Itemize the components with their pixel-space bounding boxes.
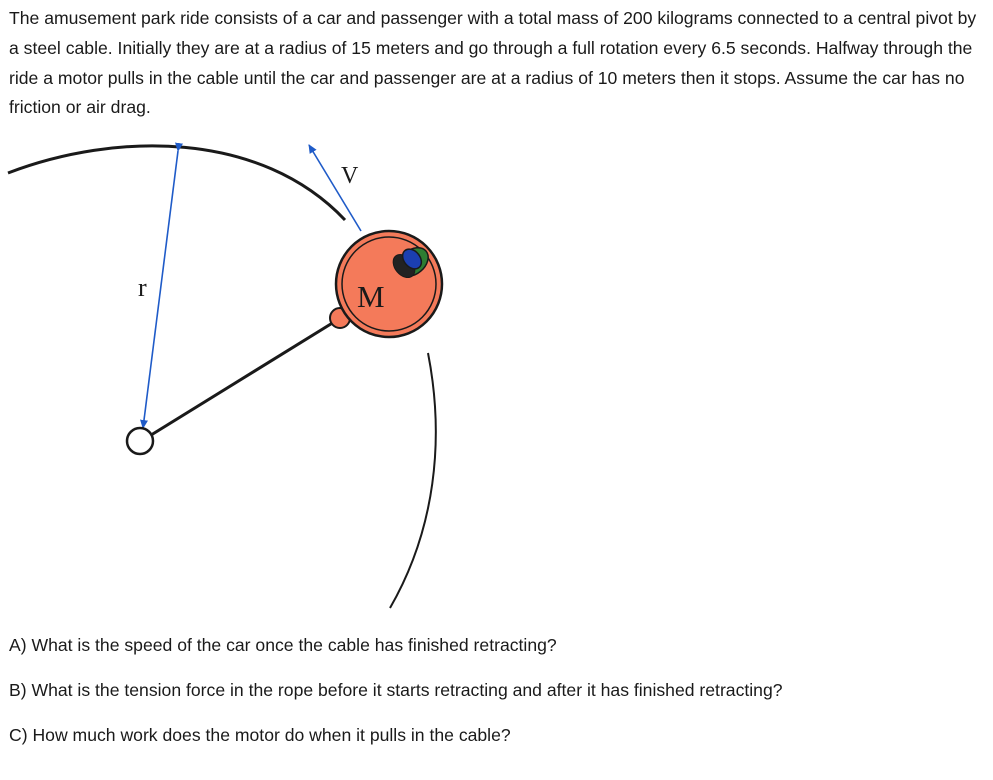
ride-diagram	[0, 125, 993, 620]
question-a: A) What is the speed of the car once the cable has finished retracting?	[9, 635, 557, 655]
velocity-label: V	[341, 163, 359, 189]
question-b: B) What is the tension force in the rope before it starts retracting and after it has finished retracting?	[9, 680, 783, 700]
pivot	[127, 428, 153, 454]
steel-cable	[143, 314, 347, 440]
circular-path-right	[390, 353, 436, 608]
mass-label: M	[357, 279, 385, 314]
radius-label: r	[138, 273, 147, 302]
problem-statement: The amusement park ride consists of a car and passenger with a total mass of 200 kilograms connected to a central pivot by a steel cable. Initially they are at a radius of 15 meters and go through a full rotation every 6.5 seconds. Halfway through the ride a motor pulls in the cable until the car and passenger are at a radius of 10 meters then it stops. Assume the car has no friction or air drag.	[9, 8, 977, 118]
radius-arrow	[143, 151, 178, 428]
question-c: C) How much work does the motor do when it pulls in the cable?	[9, 725, 511, 745]
